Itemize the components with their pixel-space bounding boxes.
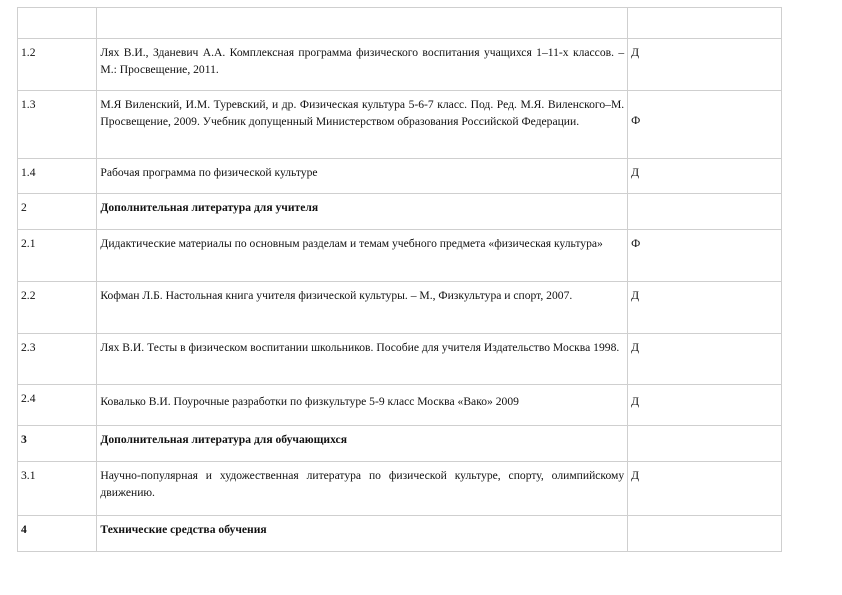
- row-mark: [628, 194, 782, 230]
- row-number: 4: [18, 516, 97, 552]
- literature-table: [17, 7, 782, 552]
- row-description: Дополнительная литература для обучающихся: [97, 426, 628, 462]
- row-mark: Д: [628, 385, 782, 426]
- row-number: 2.3: [18, 334, 97, 385]
- row-number: 2.1: [18, 230, 97, 282]
- row-number: 1.2: [18, 39, 97, 91]
- row-description: Ковалько В.И. Поурочные разработки по физкультуре 5-9 класс Москва «Вако» 2009: [97, 385, 628, 426]
- table-row: [18, 159, 782, 194]
- table-row: [18, 516, 782, 552]
- row-mark: Д: [628, 462, 782, 516]
- table-row: [18, 39, 782, 91]
- row-number: 2.2: [18, 282, 97, 334]
- row-description: Кофман Л.Б. Настольная книга учителя физической культуры. – М., Физкультура и спорт, 2007.: [97, 282, 628, 334]
- row-mark: Д: [628, 282, 782, 334]
- row-description: Лях В.И. Тесты в физическом воспитании школьников. Пособие для учителя Издательство Москва 1998.: [97, 334, 628, 385]
- row-description: Лях В.И., Зданевич А.А. Комплексная программа физического воспитания учащихся 1–11-х классов. – М.: Просвещение, 2011.: [97, 39, 628, 91]
- table-row: [18, 462, 782, 516]
- table-row: [18, 8, 782, 39]
- row-mark: Д: [628, 334, 782, 385]
- row-number: 3: [18, 426, 97, 462]
- table-row: [18, 282, 782, 334]
- table-row: [18, 385, 782, 426]
- row-number: 1.3: [18, 91, 97, 159]
- row-mark: Ф: [628, 91, 782, 159]
- row-number: 2.4: [18, 385, 97, 426]
- row-number: [18, 8, 97, 39]
- row-mark: Д: [628, 39, 782, 91]
- table-row: [18, 230, 782, 282]
- row-mark: Д: [628, 159, 782, 194]
- row-mark: Ф: [628, 230, 782, 282]
- row-mark: [628, 516, 782, 552]
- row-mark: [628, 8, 782, 39]
- row-description: Дидактические материалы по основным разделам и темам учебного предмета «физическая культура»: [97, 230, 628, 282]
- row-description: М.Я Виленский, И.М. Туревский, и др. Физическая культура 5-6-7 класс. Под. Ред. М.Я. Виленского–М. Просвещение, 2009. Учебник допущенный Министерством образования Российской Федерации.: [97, 91, 628, 159]
- table-row: [18, 426, 782, 462]
- table-row: [18, 334, 782, 385]
- row-description: Технические средства обучения: [97, 516, 628, 552]
- row-description: [97, 8, 628, 39]
- table-row: [18, 194, 782, 230]
- table-row: [18, 91, 782, 159]
- row-mark: [628, 426, 782, 462]
- row-number: 2: [18, 194, 97, 230]
- row-number: 1.4: [18, 159, 97, 194]
- row-description: Научно-популярная и художественная литература по физической культуре, спорту, олимпийскому движению.: [97, 462, 628, 516]
- row-description: Дополнительная литература для учителя: [97, 194, 628, 230]
- row-description: Рабочая программа по физической культуре: [97, 159, 628, 194]
- row-number: 3.1: [18, 462, 97, 516]
